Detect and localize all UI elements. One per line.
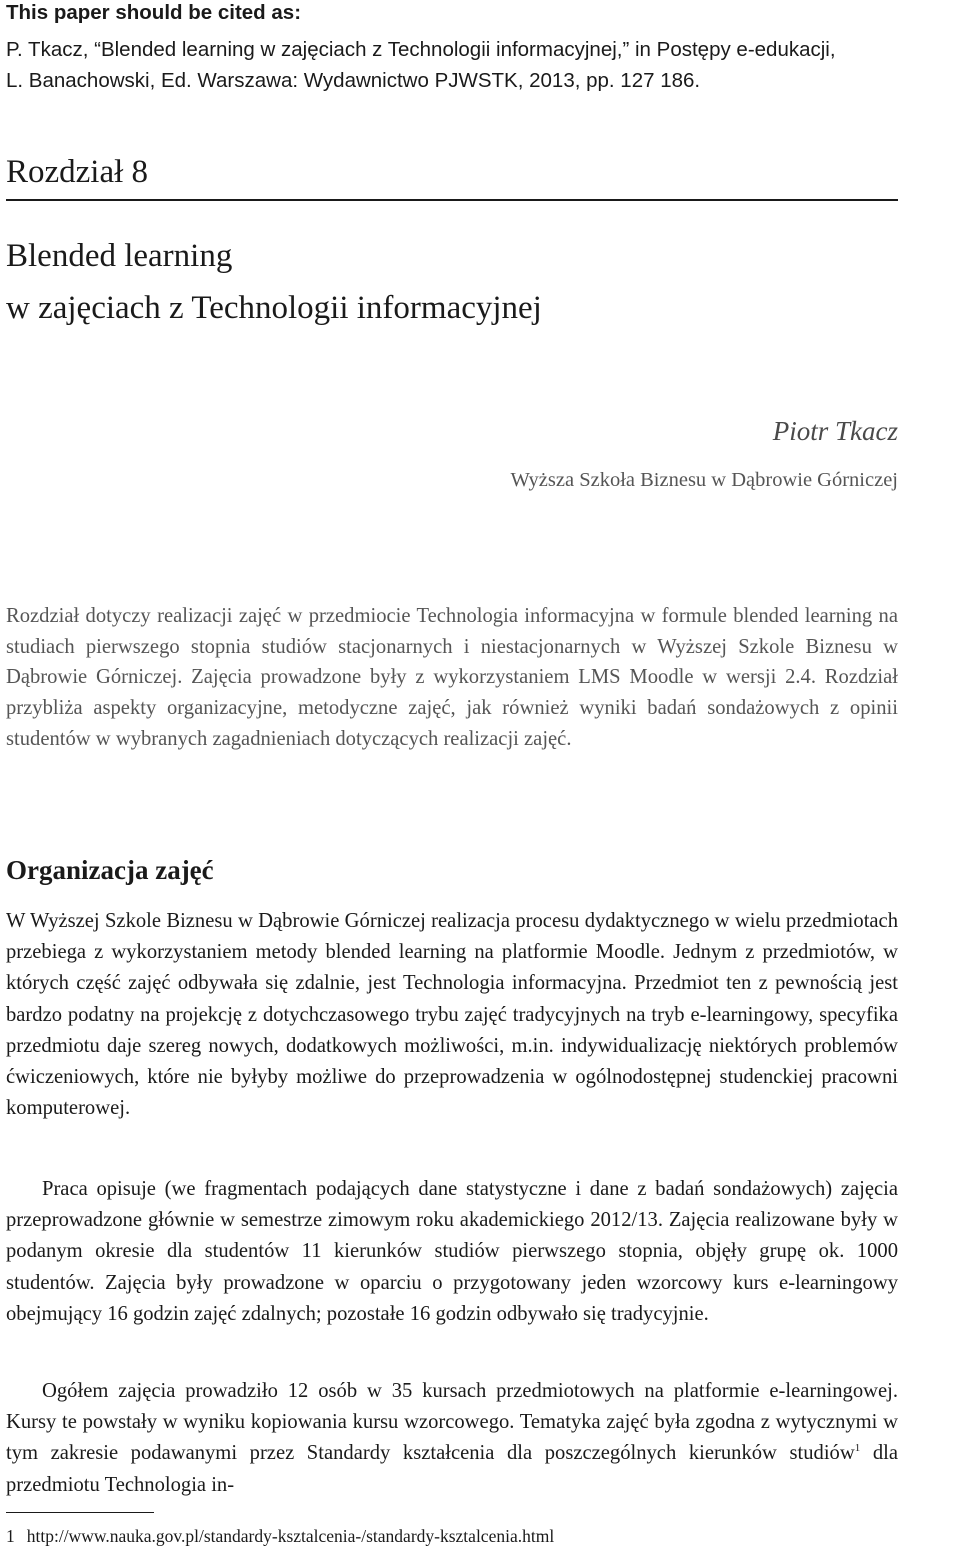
citation-heading: This paper should be cited as: xyxy=(6,1,302,24)
citation-line: L. Banachowski, Ed. Warszawa: Wydawnictwo PJWSTK, 2013, pp. 127 186. xyxy=(6,69,701,92)
chapter-divider xyxy=(6,199,898,201)
footnote-reference: 1 xyxy=(854,1442,861,1455)
author-affiliation: Wyższa Szkoła Biznesu w Dąbrowie Górniczej xyxy=(510,469,898,491)
paragraph-text: Ogółem zajęcia prowadziło 12 osób w 35 kursach przedmiotowych na platformie e-learningowej. Kursy te powstały w wyniku kopiowania kursu wzorcowego. Tematyka zajęć była zgodna z wytycznymi w tym zakresie podawanymi przez Standardy kształcenia dla poszczególnych kierunków studiów xyxy=(6,1380,898,1465)
author-name: Piotr Tkacz xyxy=(772,416,898,446)
footnote-link[interactable]: http://www.nauka.gov.pl/standardy-ksztalcenia-/standardy-ksztalcenia.html xyxy=(26,1526,555,1546)
abstract: Rozdział dotyczy realizacji zajęć w przedmiocie Technologia informacyjna w formule blended learning na studiach pierwszego stopnia studiów stacjonarnych i niestacjonarnych w Wyższej Szkole Biznesu w Dąbrowie Górniczej. Zajęcia prowadzone były z wykorzystaniem LMS Moodle w wersji 2.4. Rozdział przybliża aspekty organizacyjne, metodyczne zajęć, jak również wyniki badań sondażowych z opinii studentów w wybranych zagadnieniach dotyczących realizacji zajęć. xyxy=(6,605,898,750)
citation-line: P. Tkacz, “Blended learning w zajęciach z Technologii informacyjnej,” in Postępy e-edukacji, xyxy=(6,38,836,61)
body-paragraph: Praca opisuje (we fragmentach podających dane statystyczne i dane z badań sondażowych) zajęcia przeprowadzone głównie w semestrze zimowym roku akademickiego 2012/13. Zajęcia realizowane były w podanym okresie dla studentów 11 kierunków studiów pierwszego stopnia, objęły grupę ok. 1000 studentów. Zajęcia były prowadzone w oparciu o przygotowany jeden wzorcowy kurs e-learningowy obejmujący 16 godzin zajęć zdalnych; pozostałe 16 godzin odbywało się tradycyjnie. xyxy=(6,1178,898,1325)
chapter-title-line: w zajęciach z Technologii informacyjnej xyxy=(6,290,542,326)
body-paragraph: W Wyższej Szkole Biznesu w Dąbrowie Górniczej realizacja procesu dydaktycznego w wielu przedmiotach przebiega z wykorzystaniem metody blended learning na platformie Moodle. Jednym z przedmiotów, w których część zajęć odbywała się zdalnie, jest Technologia informacyjna. Przedmiot ten z pewnością jest bardzo podatny na projekcję z dotychczasowego trybu zajęć tradycyjnych na tryb e-learningowy, specyfika przedmiotu daje szereg nowych, dodatkowych możliwości, m.in. indywidualizację niektórych problemów ćwiczeniowych, które nie byłyby możliwe do przeprowadzenia w ogólnodostępnej studenckiej pracowni komputerowej. xyxy=(6,910,898,1120)
footnote xyxy=(6,1524,554,1548)
chapter-title xyxy=(6,230,542,334)
chapter-title-line: Blended learning xyxy=(6,238,233,274)
citation-block xyxy=(6,0,951,96)
section-heading: Organizacja zajęć xyxy=(6,855,214,885)
chapter-label: Rozdział 8 xyxy=(6,154,149,190)
paragraph-text: dla przedmiotu Technologia in- xyxy=(6,1442,898,1496)
body-paragraph xyxy=(6,1376,898,1501)
footnote-number: 1 xyxy=(6,1526,15,1546)
footnote-divider xyxy=(6,1512,154,1513)
